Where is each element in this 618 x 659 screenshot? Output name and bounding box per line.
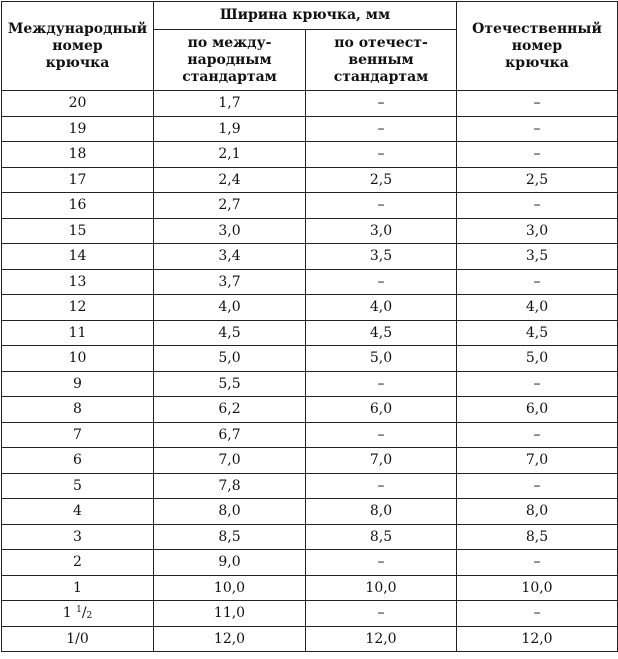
table-row xyxy=(2,167,618,193)
cell-width-intl: 7,0 xyxy=(154,448,306,474)
cell-intl-number: 1/0 xyxy=(2,626,154,652)
cell-domestic-number: – xyxy=(457,193,618,219)
table-row xyxy=(2,473,618,499)
cell-domestic-number: 6,0 xyxy=(457,397,618,423)
cell-domestic-number: 3,5 xyxy=(457,244,618,270)
cell-domestic-number: – xyxy=(457,601,618,627)
table-row xyxy=(2,448,618,474)
cell-width-domestic: – xyxy=(306,422,457,448)
cell-width-domestic: – xyxy=(306,371,457,397)
cell-intl-number: 2 xyxy=(2,550,154,576)
cell-domestic-number: 10,0 xyxy=(457,575,618,601)
cell-width-intl: 2,7 xyxy=(154,193,306,219)
table-row xyxy=(2,218,618,244)
cell-width-domestic: 6,0 xyxy=(306,397,457,423)
cell-width-domestic: – xyxy=(306,116,457,142)
table-row xyxy=(2,422,618,448)
fraction-denominator: 2 xyxy=(86,611,93,622)
table-row xyxy=(2,397,618,423)
cell-intl-number: 1 xyxy=(2,575,154,601)
header-width-group: Ширина крючка, мм xyxy=(154,2,457,30)
cell-width-intl: 12,0 xyxy=(154,626,306,652)
cell-domestic-number: – xyxy=(457,550,618,576)
cell-domestic-number: 8,5 xyxy=(457,524,618,550)
cell-width-domestic: 4,0 xyxy=(306,295,457,321)
cell-domestic-number: – xyxy=(457,422,618,448)
cell-domestic-number: – xyxy=(457,473,618,499)
cell-intl-number: 1 $^1/_2$ xyxy=(2,601,154,627)
table-row xyxy=(2,550,618,576)
cell-domestic-number: 2,5 xyxy=(457,167,618,193)
table-row xyxy=(2,142,618,168)
cell-width-intl: 10,0 xyxy=(154,575,306,601)
cell-intl-number: 15 xyxy=(2,218,154,244)
table-row xyxy=(2,346,618,372)
table-header xyxy=(2,2,618,91)
table-row xyxy=(2,320,618,346)
cell-width-domestic: 12,0 xyxy=(306,626,457,652)
cell-width-domestic: – xyxy=(306,193,457,219)
cell-domestic-number: 4,0 xyxy=(457,295,618,321)
cell-intl-number: 10 xyxy=(2,346,154,372)
cell-intl-number: 11 xyxy=(2,320,154,346)
table-row xyxy=(2,269,618,295)
cell-width-domestic: 2,5 xyxy=(306,167,457,193)
header-domestic-number: Отечественный номер крючка xyxy=(457,2,618,91)
cell-width-intl: 3,7 xyxy=(154,269,306,295)
cell-intl-number: 16 xyxy=(2,193,154,219)
cell-width-intl: 6,7 xyxy=(154,422,306,448)
cell-intl-number: 19 xyxy=(2,116,154,142)
cell-domestic-number: – xyxy=(457,142,618,168)
cell-intl-number: 7 xyxy=(2,422,154,448)
table-row xyxy=(2,193,618,219)
cell-width-intl: 2,1 xyxy=(154,142,306,168)
cell-intl-number: 18 xyxy=(2,142,154,168)
fraction-whole: 1 xyxy=(62,605,72,622)
cell-width-intl: 3,4 xyxy=(154,244,306,270)
table-row xyxy=(2,244,618,270)
header-row-1 xyxy=(2,2,618,30)
table-row xyxy=(2,575,618,601)
cell-intl-number: 14 xyxy=(2,244,154,270)
cell-intl-number: 3 xyxy=(2,524,154,550)
cell-domestic-number: – xyxy=(457,371,618,397)
cell-intl-number: 17 xyxy=(2,167,154,193)
cell-width-domestic: 3,0 xyxy=(306,218,457,244)
cell-intl-number: 13 xyxy=(2,269,154,295)
cell-width-domestic: 4,5 xyxy=(306,320,457,346)
cell-width-intl: 5,0 xyxy=(154,346,306,372)
cell-domestic-number: – xyxy=(457,91,618,117)
cell-width-intl: 1,9 xyxy=(154,116,306,142)
table-body xyxy=(2,91,618,652)
cell-width-intl: 5,5 xyxy=(154,371,306,397)
cell-width-intl: 8,5 xyxy=(154,524,306,550)
cell-width-domestic: 7,0 xyxy=(306,448,457,474)
cell-width-domestic: 5,0 xyxy=(306,346,457,372)
cell-intl-number: 9 xyxy=(2,371,154,397)
table-row xyxy=(2,295,618,321)
cell-domestic-number: 5,0 xyxy=(457,346,618,372)
cell-domestic-number: 7,0 xyxy=(457,448,618,474)
cell-width-domestic: – xyxy=(306,91,457,117)
cell-domestic-number: 8,0 xyxy=(457,499,618,525)
cell-width-intl: 3,0 xyxy=(154,218,306,244)
cell-width-domestic: – xyxy=(306,601,457,627)
cell-width-domestic: – xyxy=(306,473,457,499)
cell-domestic-number: 12,0 xyxy=(457,626,618,652)
fraction-numerator: 1 xyxy=(76,605,82,616)
cell-domestic-number: – xyxy=(457,269,618,295)
table-row xyxy=(2,91,618,117)
cell-width-domestic: 3,5 xyxy=(306,244,457,270)
cell-width-domestic: – xyxy=(306,550,457,576)
cell-width-domestic: 10,0 xyxy=(306,575,457,601)
table-row xyxy=(2,601,618,627)
cell-domestic-number: – xyxy=(457,116,618,142)
cell-width-intl: 1,7 xyxy=(154,91,306,117)
header-domestic-standard: по отечест- венным стандартам xyxy=(306,30,457,91)
cell-intl-number: 5 xyxy=(2,473,154,499)
cell-width-intl: 9,0 xyxy=(154,550,306,576)
cell-width-domestic: – xyxy=(306,142,457,168)
cell-width-domestic: – xyxy=(306,269,457,295)
hook-size-table xyxy=(1,1,618,652)
table-row xyxy=(2,499,618,525)
cell-intl-number: 12 xyxy=(2,295,154,321)
cell-domestic-number: 4,5 xyxy=(457,320,618,346)
cell-width-domestic: 8,0 xyxy=(306,499,457,525)
table-row xyxy=(2,371,618,397)
table-row xyxy=(2,524,618,550)
cell-domestic-number: 3,0 xyxy=(457,218,618,244)
header-intl-number: Международный номер крючка xyxy=(2,2,154,91)
cell-intl-number: 8 xyxy=(2,397,154,423)
table-row xyxy=(2,116,618,142)
cell-width-intl: 2,4 xyxy=(154,167,306,193)
cell-width-intl: 4,0 xyxy=(154,295,306,321)
cell-intl-number: 6 xyxy=(2,448,154,474)
cell-width-intl: 4,5 xyxy=(154,320,306,346)
cell-width-intl: 7,8 xyxy=(154,473,306,499)
cell-intl-number: 20 xyxy=(2,91,154,117)
cell-width-domestic: 8,5 xyxy=(306,524,457,550)
table-row xyxy=(2,626,618,652)
cell-width-intl: 11,0 xyxy=(154,601,306,627)
cell-width-intl: 6,2 xyxy=(154,397,306,423)
cell-width-intl: 8,0 xyxy=(154,499,306,525)
cell-intl-number: 4 xyxy=(2,499,154,525)
header-intl-standard: по между- народным стандартам xyxy=(154,30,306,91)
